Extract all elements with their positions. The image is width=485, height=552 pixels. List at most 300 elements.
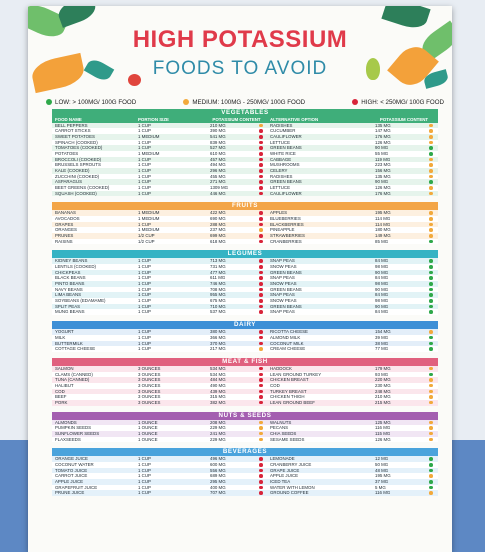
potassium-value: 527 MG [210,145,226,151]
alternative-option: WATER WITH LEMON [270,484,315,490]
alternative-option: ALMOND MILK [270,334,301,340]
status-dot-icon [429,310,433,314]
alternative-option: CAULIFLOWER [270,190,302,196]
alternative-option: GREEN BEANS [270,303,302,309]
food-name: MILK [55,334,66,340]
portion-size: 1 CUP [138,221,151,227]
status-dot-icon [259,390,263,394]
food-name: CARROT STICKS [55,128,91,134]
alt-potassium-value: 98 MG [375,281,389,287]
potassium-value: 390 MG [210,128,226,134]
status-dot-icon [429,367,433,371]
potassium-value: 208 MG [210,419,226,425]
alternative-option: SNAP PEAS [270,258,295,264]
status-dot-icon [429,457,433,461]
status-dot-icon [259,288,263,292]
status-dot-icon [429,265,433,269]
alt-potassium-value: 149 MG [375,233,391,239]
status-dot-icon [259,265,263,269]
alternative-option: APPLES [270,210,288,216]
alt-potassium-value: 84 MG [375,258,389,264]
potassium-cell [206,191,267,197]
status-dot-icon [429,336,433,340]
alt-potassium-value: 85 MG [375,238,389,244]
potassium-cell [206,309,267,315]
portion-size: 1 MEDIUM [138,227,160,233]
status-dot-icon [259,141,263,145]
portion-size: 1 CUP [138,122,151,128]
food-name: TOMATOES (COOKED) [55,145,103,151]
portion-size: 1 CUP [138,473,151,479]
potassium-value: 295 MG [210,478,226,484]
food-name: COTTAGE CHEESE [55,346,96,352]
food-name: GRAPEFRUIT JUICE [55,484,98,490]
alternative-option: LETTUCE [270,139,291,145]
status-dot-icon [259,217,263,221]
food-name: SOYBEANS (EDAMAME) [55,298,106,304]
potassium-cell [206,400,267,406]
status-dot-icon [259,401,263,405]
portion-size: 3 OUNCES [138,371,161,377]
food-name: RAISINS [55,238,73,244]
food-name: TOMATO JUICE [55,467,88,473]
poster-subtitle: FOODS TO AVOID [152,58,328,79]
alt-potassium-cell [370,346,438,352]
portion-size: 1 CUP [138,346,151,352]
alt-potassium-value: 84 MG [375,292,389,298]
alternative-option: HADDOCK [270,365,292,371]
portion-size: 3 OUNCES [138,377,161,383]
food-name: LIMA BEANS [55,292,82,298]
alternative-option: COD [270,382,280,388]
alt-potassium-value: 50 MG [375,461,389,467]
status-dot-icon [259,305,263,309]
alternative-option: WHITE RICE [270,151,296,157]
food-name: KALE (COOKED) [55,168,90,174]
status-dot-icon [429,271,433,275]
status-dot-icon [429,135,433,139]
column-header: POTASSIUM CONTENT [379,117,429,122]
portion-size: 1 CUP [138,145,151,151]
food-table [52,109,438,496]
status-dot-icon [259,486,263,490]
status-dot-icon [259,135,263,139]
status-dot-icon [429,330,433,334]
alternative-option: TURKEY BREAST [270,388,307,394]
alternative-option: BLUEBERRIES [270,216,301,222]
potassium-value: 689 MG [210,473,226,479]
status-dot-icon [259,180,263,184]
alternative-option: SESAME SEEDS [270,436,305,442]
status-dot-icon [259,367,263,371]
alt-potassium-value: 93 MG [375,371,389,377]
status-dot-icon [259,276,263,280]
food-name: ORANGE JUICE [55,456,88,462]
alternative-option: CRANBERRY JUICE [270,461,312,467]
portion-size: 1/2 CUP [138,238,155,244]
alternative-option: CELERY [270,168,288,174]
status-dot-icon [429,378,433,382]
alternative-option: SNOW PEAS [270,281,297,287]
food-name: NAVY BEANS [55,286,83,292]
potassium-value: 707 MG [210,490,226,496]
food-name: BEEF [55,394,67,400]
potassium-value: 537 MG [210,309,226,315]
food-name: BEET GREENS (COOKED) [55,185,110,191]
status-dot-icon [259,223,263,227]
portion-size: 3 OUNCES [138,388,161,394]
portion-size: 1 CUP [138,303,151,309]
potassium-value: 708 MG [210,286,226,292]
food-name: YOGURT [55,329,74,335]
legend-item-low: LOW: > 100MG/ 100G FOOD [46,99,136,106]
orange-dot-icon [183,99,189,105]
alt-potassium-value: 126 MG [375,436,391,442]
legend [46,96,444,108]
food-name: ALMONDS [55,419,77,425]
alt-potassium-cell [370,191,438,197]
alt-potassium-value: 135 MG [375,122,391,128]
status-dot-icon [259,330,263,334]
alternative-option: CAULIFLOWER [270,134,302,140]
table-row [52,191,438,197]
status-dot-icon [259,463,263,467]
alt-potassium-value: 90 MG [375,286,389,292]
status-dot-icon [429,129,433,133]
status-dot-icon [429,486,433,490]
status-dot-icon [259,299,263,303]
potassium-value: 217 MG [210,346,226,352]
potassium-value: 237 MG [210,227,226,233]
potassium-value: 839 MG [210,139,226,145]
portion-size: 1 CUP [138,264,151,270]
potassium-cell [206,346,267,352]
portion-size: 1 MEDIUM [138,151,160,157]
alt-potassium-value: 126 MG [375,139,391,145]
potassium-cell [206,490,267,496]
status-dot-icon [429,228,433,232]
status-dot-icon [429,240,433,244]
portion-size: 1 MEDIUM [138,210,160,216]
potassium-value: 731 MG [210,264,226,270]
column-header: ALTERNATIVE OPTION [270,117,319,122]
status-dot-icon [429,211,433,215]
status-dot-icon [429,259,433,263]
alternative-option: CHICKEN THIGH [270,394,305,400]
portion-size: 1 CUP [138,281,151,287]
potassium-value: 210 MG [210,122,226,128]
portion-size: 1 CUP [138,467,151,473]
portion-size: 1 CUP [138,173,151,179]
table-row [52,437,438,443]
status-dot-icon [429,288,433,292]
status-dot-icon [429,234,433,238]
potassium-value: 1309 MG [210,185,229,191]
column-header: FOOD NAME [55,117,82,122]
column-header: POTASSIUM CONTENT [212,117,261,122]
food-name: TUNA (CANNED) [55,377,90,383]
status-dot-icon [259,432,263,436]
portion-size: 1 CUP [138,185,151,191]
status-dot-icon [259,474,263,478]
alternative-option: GROUND COFFEE [270,490,309,496]
portion-size: 1 OUNCE [138,430,158,436]
status-dot-icon [259,426,263,430]
section-header: VEGETABLES [52,109,438,117]
alternative-option: LEMONADE [270,456,295,462]
column-header: PORTION SIZE [138,117,169,122]
alternative-option: ICED TEA [270,478,291,484]
poster-header [28,6,452,98]
portion-size: 1 CUP [138,461,151,467]
status-dot-icon [429,186,433,190]
alt-potassium-value: 195 MG [375,210,391,216]
potassium-value: 296 MG [210,168,226,174]
status-dot-icon [429,347,433,351]
food-name: BELL PEPPERS [55,122,88,128]
status-dot-icon [259,259,263,263]
alt-potassium-value: 180 MG [375,227,391,233]
potassium-value: 618 MG [210,238,226,244]
status-dot-icon [259,282,263,286]
food-name: PRUNE JUICE [55,490,85,496]
portion-size: 1 CUP [138,329,151,335]
potassium-value: 746 MG [210,281,226,287]
status-dot-icon [429,192,433,196]
status-dot-icon [429,395,433,399]
portion-size: 1 CUP [138,292,151,298]
potassium-value: 422 MG [210,210,226,216]
alternative-option: SNAP PEAS [270,275,295,281]
alt-potassium-cell [370,437,438,443]
table-row [52,309,438,315]
leaf-illustration [55,6,98,28]
potassium-value: 690 MG [210,216,226,222]
alt-potassium-value: 90 MG [375,179,389,185]
portion-size: 3 OUNCES [138,399,161,405]
status-dot-icon [429,373,433,377]
status-dot-icon [259,192,263,196]
potassium-value: 229 MG [210,436,226,442]
status-dot-icon [429,169,433,173]
portion-size: 3 OUNCES [138,365,161,371]
alternative-option: LEAN GROUND TURKEY [270,371,322,377]
alt-potassium-value: 210 MG [375,394,391,400]
alt-potassium-value: 125 MG [375,419,391,425]
food-name: SPLIT PEAS [55,303,81,309]
food-name: ZUCCHINI (COOKED) [55,173,100,179]
potassium-value: 955 MG [210,292,226,298]
potassium-value: 241 MG [210,430,226,436]
alternative-option: RICOTTA CHEESE [270,329,308,335]
portion-size: 1 CUP [138,286,151,292]
alternative-option: WALNUTS [270,419,292,425]
potassium-value: 494 MG [210,162,226,168]
alt-potassium-value: 215 MG [375,399,391,405]
alternative-option: CREAM CHEESE [270,346,306,352]
food-name: BROCCOLI (COOKED) [55,156,102,162]
portion-size: 1 MEDIUM [138,134,160,140]
alt-potassium-value: 195 MG [375,473,391,479]
alternative-option: RADISHES [270,122,293,128]
portion-size: 3 OUNCES [138,394,161,400]
potassium-value: 496 MG [210,456,226,462]
potassium-value: 610 MG [210,151,226,157]
potassium-value: 713 MG [210,258,226,264]
food-name: COD [55,388,65,394]
portion-size: 1 CUP [138,168,151,174]
section-header: MEAT & FISH [52,358,438,366]
alternative-option: MUSHROOMS [270,162,300,168]
food-name: APPLE JUICE [55,478,84,484]
potassium-value: 229 MG [210,425,226,431]
red-dot-icon [352,99,358,105]
potassium-value: 457 MG [210,156,226,162]
status-dot-icon [259,395,263,399]
status-dot-icon [429,463,433,467]
potassium-cell [206,437,267,443]
portion-size: 1 CUP [138,309,151,315]
status-dot-icon [429,421,433,425]
food-name: SQUASH (COOKED) [55,190,97,196]
table-row [52,400,438,406]
alt-potassium-value: 90 MG [375,303,389,309]
poster-title: HIGH POTASSIUM [132,26,348,53]
alternative-option: COCONUT MILK [270,340,304,346]
status-dot-icon [429,124,433,128]
portion-size: 3 OUNCES [138,382,161,388]
status-dot-icon [429,474,433,478]
alt-potassium-value: 84 MG [375,275,389,281]
potassium-value: 710 MG [210,303,226,309]
food-name: LENTILS (COOKED) [55,264,96,270]
alt-potassium-value: 116 MG [375,490,391,496]
portion-size: 1 CUP [138,139,151,145]
section-header: DAIRY [52,321,438,329]
alternative-option: CUCUMBER [270,128,296,134]
food-name: HALIBUT [55,382,74,388]
food-name: POTATOES [55,151,79,157]
food-name: BUTTERMILK [55,340,83,346]
status-dot-icon [429,163,433,167]
potassium-value: 477 MG [210,269,226,275]
alt-potassium-value: 39 MG [375,334,389,340]
alternative-option: SNOW PEAS [270,298,297,304]
status-dot-icon [259,228,263,232]
alt-potassium-value: 179 MG [375,365,391,371]
alt-potassium-value: 147 MG [375,128,391,134]
status-dot-icon [429,401,433,405]
alt-potassium-value: 12 MG [375,456,389,462]
status-dot-icon [259,271,263,275]
portion-size: 1 CUP [138,490,151,496]
section-header: BEVERAGES [52,448,438,456]
status-dot-icon [259,293,263,297]
potassium-value: 490 MG [210,382,226,388]
status-dot-icon [429,158,433,162]
legend-item-high: HIGH: < 250MG/ 100G FOOD [352,99,444,106]
alt-potassium-cell [370,400,438,406]
alt-potassium-value: 156 MG [375,168,391,174]
potassium-value: 675 MG [210,298,226,304]
potassium-value: 484 MG [210,377,226,383]
status-dot-icon [429,480,433,484]
alternative-option: GREEN BEANS [270,286,302,292]
status-dot-icon [429,217,433,221]
potassium-value: 439 MG [210,388,226,394]
status-dot-icon [259,169,263,173]
status-dot-icon [429,305,433,309]
potassium-value: 315 MG [210,394,226,400]
potassium-value: 400 MG [210,484,226,490]
status-dot-icon [259,491,263,495]
portion-size: 1 CUP [138,456,151,462]
potassium-value: 699 MG [210,233,226,239]
alt-potassium-value: 119 MG [375,156,391,162]
alternative-option: SNAP PEAS [270,292,295,298]
table-row [52,239,438,245]
status-dot-icon [429,426,433,430]
status-dot-icon [429,276,433,280]
status-dot-icon [259,342,263,346]
status-dot-icon [429,282,433,286]
alt-potassium-value: 248 MG [375,388,391,394]
alternative-option: STRAWBERRIES [270,233,305,239]
food-name: MUNG BEANS [55,309,85,315]
alt-potassium-value: 176 MG [375,134,391,140]
alternative-option: SNOW PEAS [270,264,297,270]
portion-size: 1 CUP [138,190,151,196]
food-name: PUMPKIN SEEDS [55,425,92,431]
potassium-value: 455 MG [210,173,226,179]
alt-potassium-value: 84 MG [375,309,389,315]
alternative-option: PINEAPPLE [270,227,295,233]
alternative-option: SNAP PEAS [270,309,295,315]
alternative-option: CRANBERRIES [270,238,302,244]
food-name: SWEET POTATOES [55,134,95,140]
status-dot-icon [259,240,263,244]
alternative-option: BLACKBERRIES [270,221,304,227]
alternative-option: CHIA SEEDS [270,430,297,436]
portion-size: 1 CUP [138,478,151,484]
section-header: FRUITS [52,202,438,210]
potassium-value: 534 MG [210,365,226,371]
status-dot-icon [259,336,263,340]
alt-potassium-value: 223 MG [375,162,391,168]
alternative-option: PECANS [270,425,289,431]
status-dot-icon [429,390,433,394]
alt-potassium-value: 176 MG [375,190,391,196]
alt-potassium-value: 154 MG [375,329,391,335]
potassium-value: 600 MG [210,461,226,467]
portion-size: 1 CUP [138,484,151,490]
portion-size: 1/2 CUP [138,233,155,239]
status-dot-icon [429,438,433,442]
portion-size: 1 CUP [138,156,151,162]
food-name: ORANGES [55,227,77,233]
section-header: LEGUMES [52,250,438,258]
alt-potassium-value: 37 MG [375,478,389,484]
alt-potassium-value: 135 MG [375,173,391,179]
alternative-option: LETTUCE [270,185,291,191]
potassium-cell [206,239,267,245]
alt-potassium-value: 115 MG [375,430,391,436]
food-name: CHICKPEAS [55,269,81,275]
green-dot-icon [46,99,52,105]
portion-size: 1 CUP [138,179,151,185]
food-name: PORK [55,399,68,405]
alt-potassium-value: 116 MG [375,425,391,431]
